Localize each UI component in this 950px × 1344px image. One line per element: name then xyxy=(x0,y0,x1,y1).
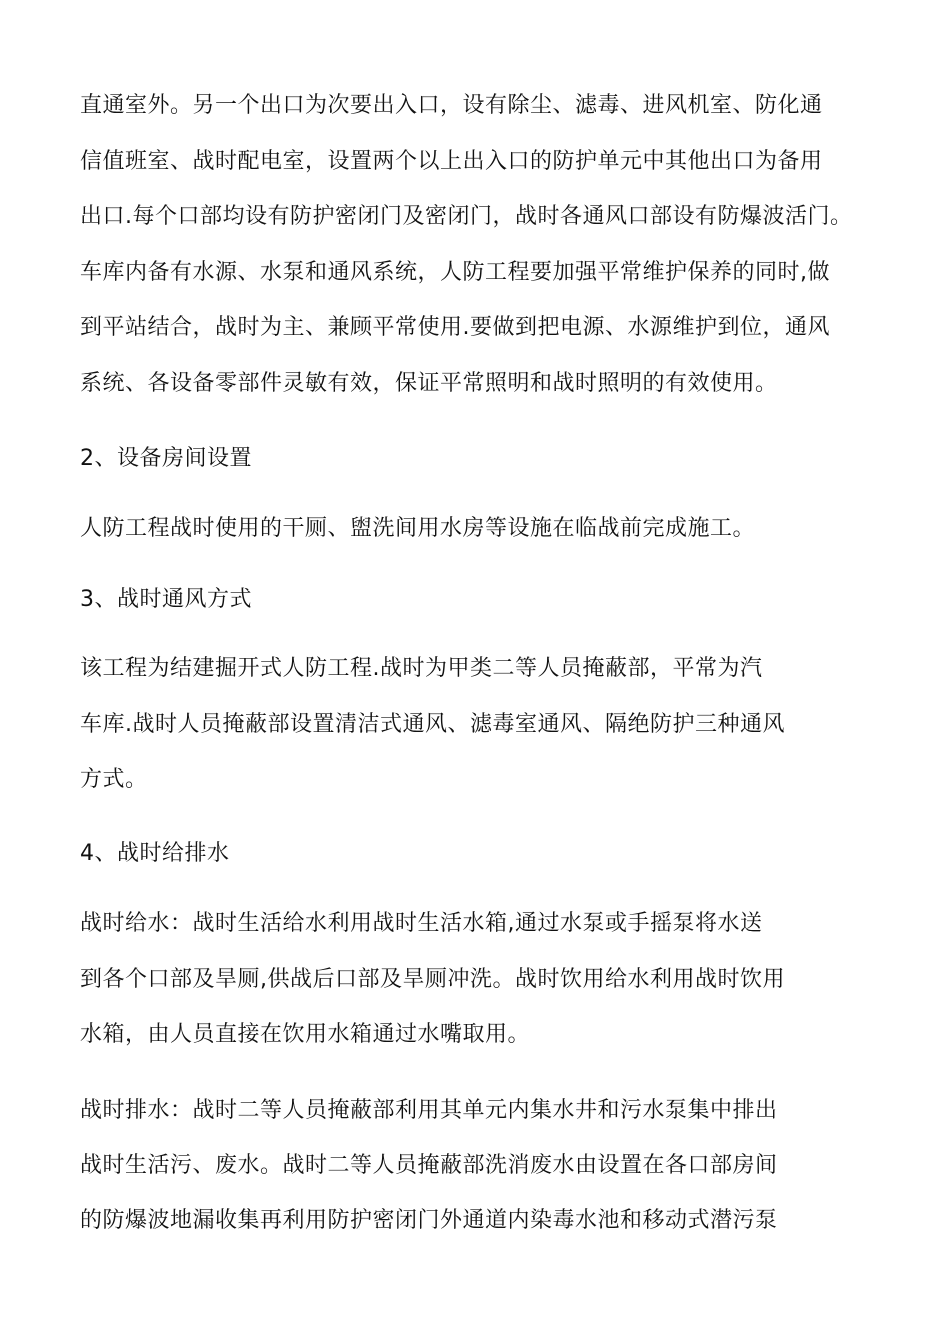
text-line-6: 系统、各设备零部件灵敏有效，保证平常照明和战时照明的有效使用。 xyxy=(80,371,778,396)
text-line-14: 战时给水：战时生活给水利用战时生活水箱,通过水泵或手摇泵将水送 xyxy=(80,911,763,936)
text-line-4: 车库内备有水源、水泵和通风系统，人防工程要加强平常维护保养的同时,做 xyxy=(80,260,830,285)
text-line-15: 到各个口部及旱厕,供战后口部及旱厕冲洗。战时饮用给水利用战时饮用 xyxy=(80,967,785,992)
section-heading-3: 3、战时通风方式 xyxy=(80,587,252,612)
text-line-2: 信值班室、战时配电室，设置两个以上出入口的防护单元中其他出口为备用 xyxy=(80,149,823,174)
text-line-12: 方式。 xyxy=(80,767,148,792)
text-line-18: 战时生活污、废水。战时二等人员掩蔽部洗消废水由设置在各口部房间 xyxy=(80,1153,778,1178)
text-line-11: 车库.战时人员掩蔽部设置清洁式通风、滤毒室通风、隔绝防护三种通风 xyxy=(80,712,785,737)
section-heading-2: 2、设备房间设置 xyxy=(80,446,252,471)
text-line-3: 出口.每个口部均设有防护密闭门及密闭门，战时各通风口部设有防爆波活门。 xyxy=(80,204,853,229)
text-line-16: 水箱，由人员直接在饮用水箱通过水嘴取用。 xyxy=(80,1022,531,1047)
section-heading-4: 4、战时给排水 xyxy=(80,841,230,866)
text-line-17: 战时排水：战时二等人员掩蔽部利用其单元内集水井和污水泵集中排出 xyxy=(80,1098,778,1123)
text-line-10: 该工程为结建掘开式人防工程.战时为甲类二等人员掩蔽部，平常为汽 xyxy=(80,656,763,681)
text-line-19: 的防爆波地漏收集再利用防护密闭门外通道内染毒水池和移动式潜污泵 xyxy=(80,1208,778,1233)
text-line-5: 到平站结合，战时为主、兼顾平常使用.要做到把电源、水源维护到位，通风 xyxy=(80,315,830,340)
text-line-1: 直通室外。另一个出口为次要出入口，设有除尘、滤毒、进风机室、防化通 xyxy=(80,93,823,118)
text-line-8: 人防工程战时使用的干厕、盥洗间用水房等设施在临战前完成施工。 xyxy=(80,516,756,541)
